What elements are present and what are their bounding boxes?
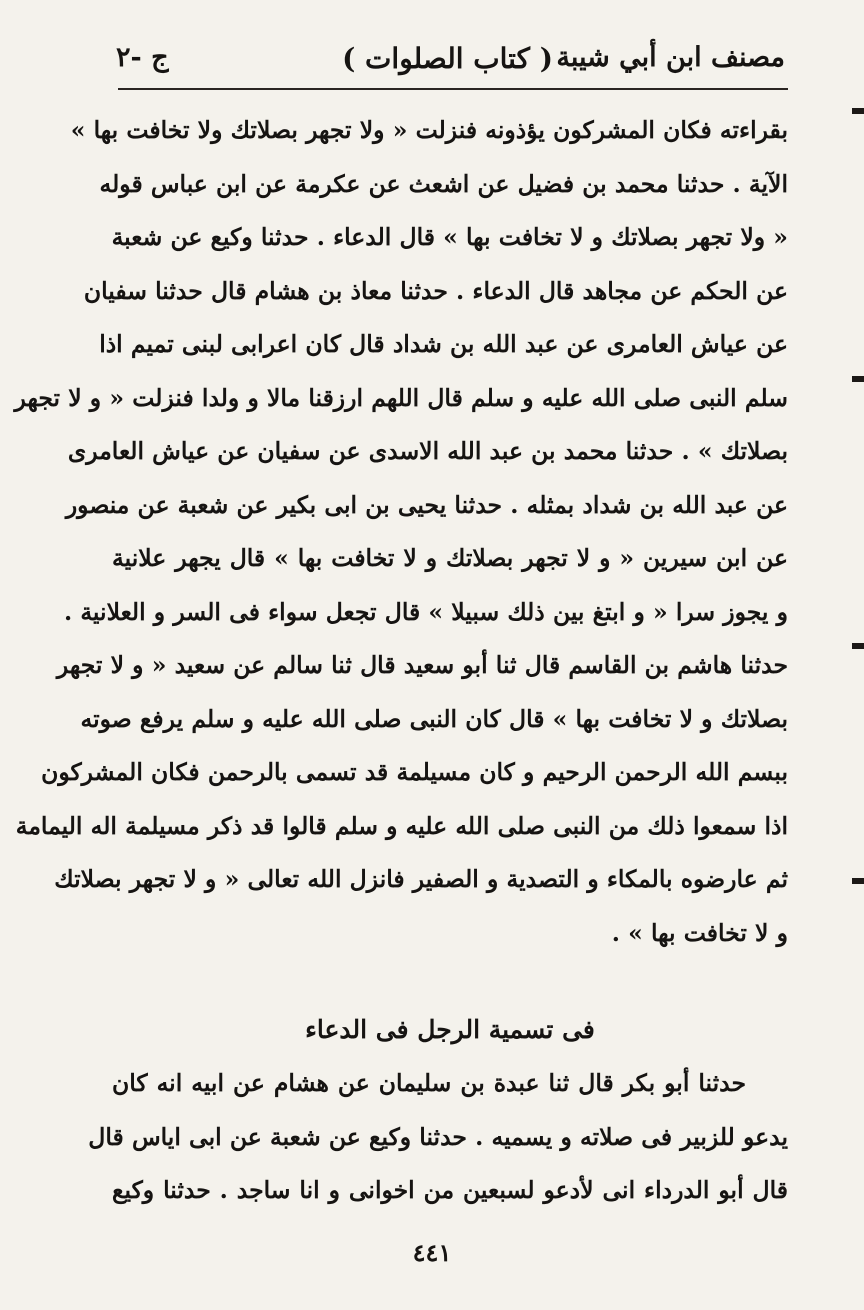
margin-mark — [852, 878, 864, 884]
main-text — [14, 104, 788, 960]
text-line: و يجوز سرا « و ابتغ بين ذلك سبيلا » قال تجعل سواء فى السر و العلانية . — [63, 597, 788, 626]
text-line: يدعو للزبير فى صلاته و يسميه . حدثنا وكيع عن شعبة عن ابى اياس قال — [88, 1122, 788, 1151]
margin-mark — [852, 376, 864, 382]
text-line: حدثنا هاشم بن القاسم قال ثنا أبو سعيد قال ثنا سالم عن سعيد « و لا تجهر — [56, 651, 788, 679]
page-number: ٤٤١ — [412, 1238, 452, 1267]
section-text — [88, 1057, 788, 1218]
text-line: حدثنا أبو بكر قال ثنا عبدة بن سليمان عن هشام عن ابيه انه كان — [112, 1069, 746, 1097]
text-line: قال أبو الدرداء انى لأدعو لسبعين من اخوانى و انا ساجد . حدثنا وكيع — [112, 1176, 788, 1204]
margin-mark — [852, 108, 864, 114]
text-line: بصلاتك و لا تخافت بها » قال كان النبى صلى الله عليه و سلم يرفع صوته — [80, 704, 788, 733]
book-title: مصنف ابن أبي شيبة — [556, 42, 785, 73]
margin-mark — [852, 643, 864, 649]
page-header — [110, 40, 785, 84]
text-line: ثم عارضوه بالمكاء و التصدية و الصفير فانزل الله تعالى « و لا تجهر بصلاتك — [54, 865, 788, 893]
text-line: « ولا تجهر بصلاتك و لا تخافت بها » قال الدعاء . حدثنا وكيع عن شعبة — [111, 223, 788, 251]
text-line: الآية . حدثنا محمد بن فضيل عن اشعث عن عكرمة عن ابن عباس قوله — [99, 169, 788, 198]
text-line: عن الحكم عن مجاهد قال الدعاء . حدثنا معاذ بن هشام قال حدثنا سفيان — [83, 276, 788, 305]
text-line: سلم النبى صلى الله عليه و سلم قال اللهم ارزقنا مالا و ولدا فنزلت « و لا تجهر — [14, 383, 788, 412]
text-line: عن عياش العامرى عن عبد الله بن شداد قال كان اعرابى لبنى تميم اذا — [99, 330, 788, 358]
section-heading: فى تسمية الرجل فى الدعاء — [305, 1015, 595, 1044]
text-line: عن عبد الله بن شداد بمثله . حدثنا يحيى بن ابى بكير عن شعبة عن منصور — [65, 490, 788, 519]
chapter-title: ( كتاب الصلوات ) — [342, 42, 553, 75]
text-line: عن ابن سيرين « و لا تجهر بصلاتك و لا تخافت بها » قال يجهر علانية — [112, 544, 788, 572]
text-line: اذا سمعوا ذلك من النبى صلى الله عليه و سلم قالوا قد ذكر مسيلمة اله اليمامة — [15, 811, 788, 840]
volume-label: ج -٢ — [116, 42, 169, 73]
text-line: و لا تخافت بها » . — [611, 918, 788, 947]
text-line: بقراءته فكان المشركون يؤذونه فنزلت « ولا تجهر بصلاتك ولا تخافت بها » — [70, 116, 788, 144]
header-rule — [118, 88, 788, 90]
text-line: بصلاتك » . حدثنا محمد بن عبد الله الاسدى عن سفيان عن عياش العامرى — [67, 437, 788, 465]
text-line: ببسم الله الرحمن الرحيم و كان مسيلمة قد تسمى بالرحمن فكان المشركون — [41, 758, 788, 786]
